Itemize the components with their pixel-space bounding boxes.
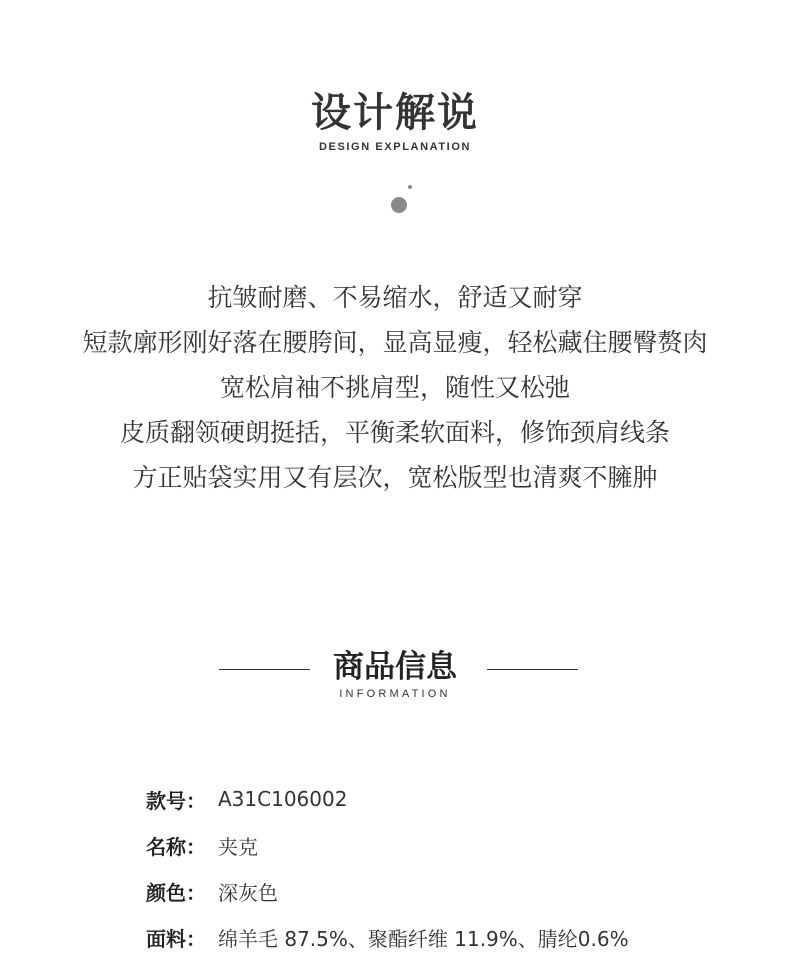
spec-row-name: [146, 822, 629, 868]
info-title: 商品信息: [333, 649, 457, 685]
decorative-dot-small: [408, 185, 412, 189]
description-line: 抗皱耐磨、不易缩水，舒适又耐穿: [207, 283, 583, 312]
design-subtitle: DESIGN EXPLANATION: [318, 141, 472, 153]
spec-list: [146, 776, 629, 960]
spec-row-style-number: [146, 776, 629, 822]
spec-row-fabric: [146, 914, 629, 960]
spec-value: 深灰色: [218, 880, 278, 905]
spec-value: 夹克: [218, 834, 258, 859]
spec-value: 绵羊毛 87.5%、聚酯纤维 11.9%、腈纶0.6%: [218, 926, 629, 951]
description-line: 皮质翻领硬朗挺括，平衡柔软面料，修饰颈肩线条: [119, 418, 670, 447]
design-description: [0, 275, 790, 500]
decorative-dot-large: [391, 197, 407, 213]
spec-row-color: [146, 868, 629, 914]
design-title: 设计解说: [311, 90, 479, 136]
description-line: 方正贴袋实用又有层次，宽松版型也清爽不臃肿: [132, 463, 658, 492]
spec-label: 款号：: [146, 788, 206, 813]
info-subtitle: INFORMATION: [339, 688, 451, 700]
spec-value: A31C106002: [218, 787, 348, 811]
description-line: 短款廓形刚好落在腰胯间，显高显瘦，轻松藏住腰臀赘肉: [82, 328, 708, 357]
spec-label: 颜色：: [146, 880, 206, 905]
spec-label: 名称：: [146, 834, 206, 859]
description-line: 宽松肩袖不挑肩型，随性又松弛: [219, 373, 570, 402]
spec-label: 面料：: [146, 926, 206, 951]
